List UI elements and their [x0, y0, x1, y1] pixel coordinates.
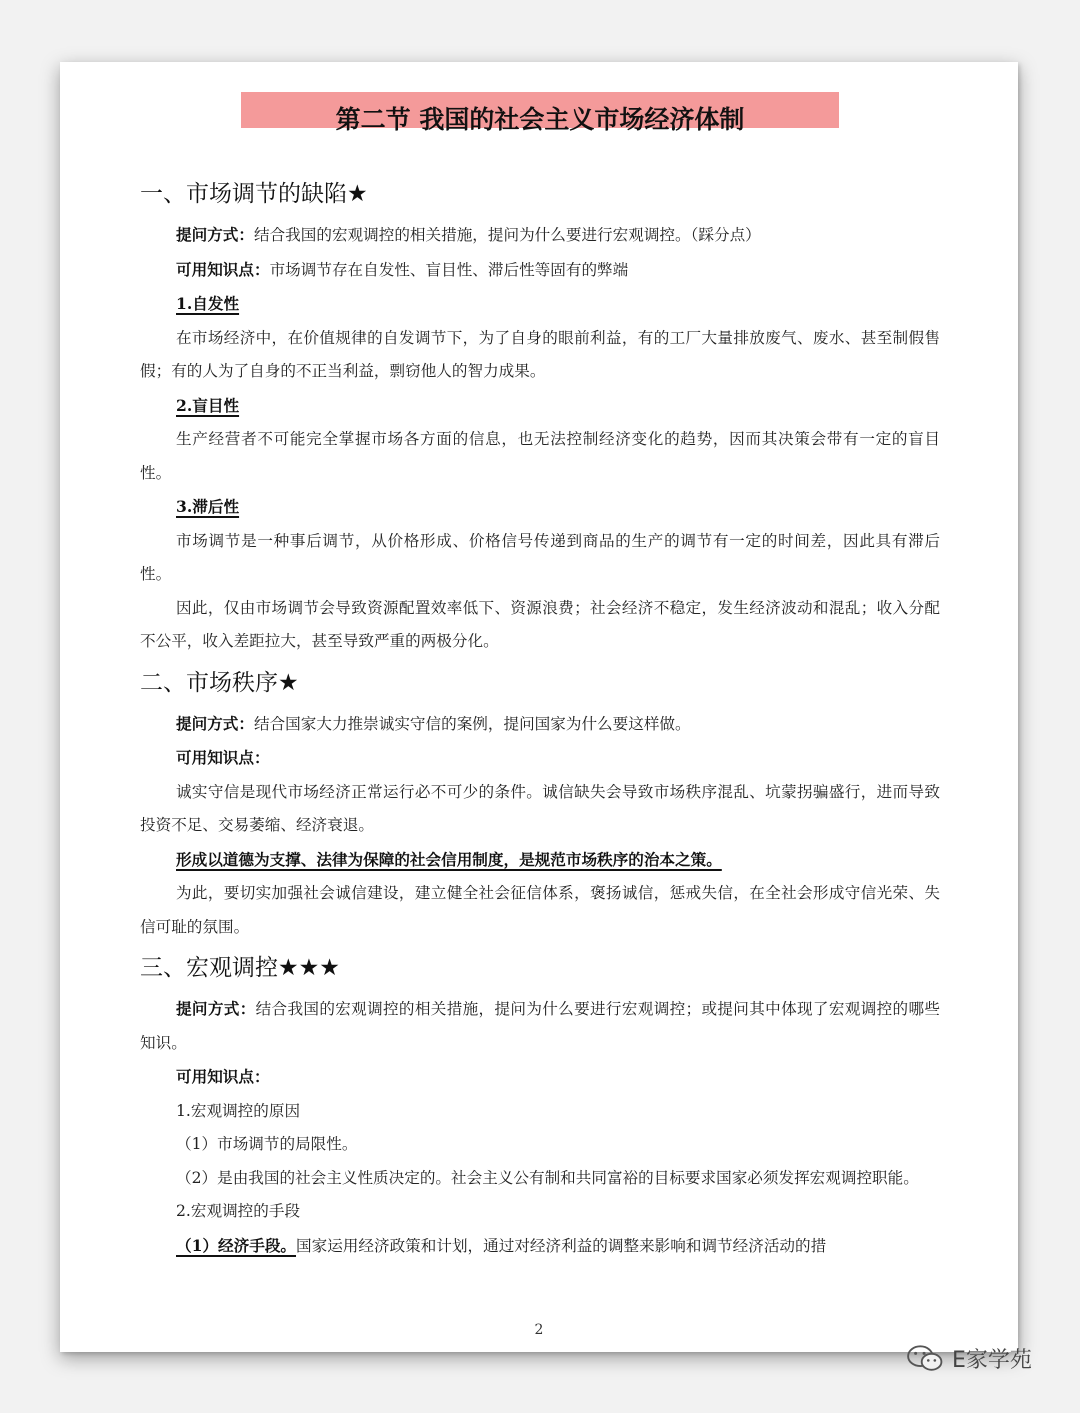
section-1-conclusion: 因此，仅由市场调节会导致资源配置效率低下、资源浪费；社会经济不稳定，发生经济波动和混乱；收入分配不公平，收入差距拉大，甚至导致严重的两极分化。	[140, 598, 940, 650]
reason-title: 1.宏观调控的原因	[176, 1101, 301, 1120]
item-title-blindness: 2.盲目性	[176, 395, 240, 415]
question-line-3: 提问方式：结合我国的宏观调控的相关措施，提问为什么要进行宏观调控；或提问其中体现了宏观调控的哪些知识。	[140, 999, 940, 1052]
item-title-lag: 3.滞后性	[176, 497, 240, 516]
section-heading-1: 一、市场调节的缺陷★	[140, 181, 368, 207]
item-text-spontaneity: 在市场经济中，在价值规律的自发调节下，为了自身的眼前利益，有的工厂大量排放废气、废水、甚至制假售假；有的人为了自身的不正当利益，剽窃他人的智力成果。	[140, 328, 940, 380]
document-page	[60, 62, 1018, 1352]
chapter-title: 第二节 我国的社会主义市场经济体制	[241, 92, 839, 128]
item-text-blindness: 生产经营者不可能完全掌握市场各方面的信息，也无法控制经济变化的趋势，因而其决策会带有一定的盲目性。	[140, 430, 940, 482]
reason-item-1: （1）市场调节的局限性。	[176, 1135, 358, 1153]
section-2-para-2: 为此，要切实加强社会诚信建设，建立健全社会征信体系，褒扬诚信，惩戒失信，在全社会形成守信光荣、失信可耻的氛围。	[140, 884, 940, 936]
section-heading-3: 三、宏观调控★★★	[140, 955, 340, 981]
means-item-1: （1）经济手段。国家运用经济政策和计划，通过对经济利益的调整来影响和调节经济活动的措	[176, 1235, 827, 1255]
page-number: 2	[534, 1322, 544, 1338]
means-title: 2.宏观调控的手段	[176, 1202, 301, 1220]
knowledge-line-3: 可用知识点：	[176, 1067, 270, 1086]
watermark-text: E家学苑	[952, 1348, 1032, 1373]
knowledge-line-1: 可用知识点：市场调节存在自发性、盲目性、滞后性等固有的弊端	[176, 259, 629, 279]
section-2-emphasis: 形成以道德为支撑、法律为保障的社会信用制度，是规范市场秩序的治本之策。	[176, 849, 722, 869]
reason-item-2: （2）是由我国的社会主义性质决定的。社会主义公有制和共同富裕的目标要求国家必须发挥宏观调控职能。	[176, 1168, 919, 1187]
question-line-2: 提问方式：结合国家大力推崇诚实守信的案例，提问国家为什么要这样做。	[176, 713, 691, 733]
wechat-icon	[906, 1344, 944, 1374]
item-text-lag: 市场调节是一种事后调节，从价格形成、价格信号传递到商品的生产的调节有一定的时间差，因此具有滞后性。	[140, 531, 940, 583]
watermark	[906, 1343, 1032, 1374]
page-content	[140, 174, 940, 1263]
item-title-spontaneity: 1.自发性	[176, 294, 240, 313]
section-2-para-1: 诚实守信是现代市场经济正常运行必不可少的条件。诚信缺失会导致市场秩序混乱、坑蒙拐骗盛行，进而导致投资不足、交易萎缩、经济衰退。	[140, 782, 940, 834]
question-line-1: 提问方式：结合我国的宏观调控的相关措施，提问为什么要进行宏观调控。（踩分点）	[176, 225, 761, 244]
knowledge-line-2: 可用知识点：	[176, 748, 270, 767]
section-heading-2: 二、市场秩序★	[140, 669, 299, 696]
